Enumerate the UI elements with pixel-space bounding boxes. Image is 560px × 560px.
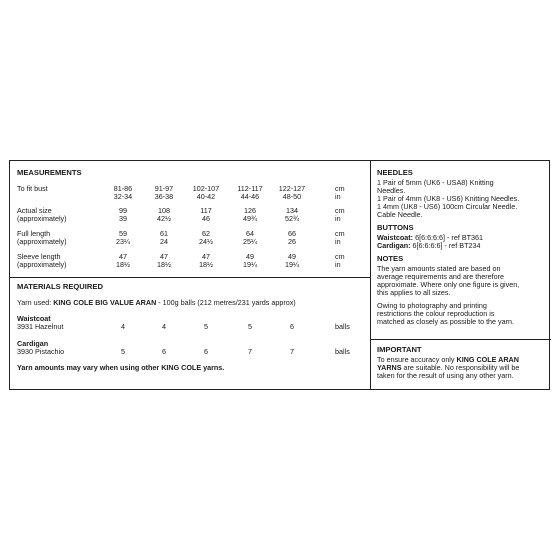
measurement-value: 25¼ <box>243 237 257 246</box>
measurements-heading: MEASUREMENTS <box>17 168 82 177</box>
yarn-note: Yarn amounts may vary when using other KING COLE yarns. <box>17 363 225 372</box>
material-item-name: Waistcoat <box>17 314 51 323</box>
notes-heading: NOTES <box>377 254 404 263</box>
notes-line: approximate. Where only one figure is given, <box>377 280 520 289</box>
notes-line: matched as closely as possible to the yarn. <box>377 317 515 326</box>
measurement-value: 19¼ <box>285 260 299 269</box>
measurement-unit: in <box>335 260 341 269</box>
material-unit: balls <box>335 322 350 331</box>
measurement-value: 64 <box>246 229 254 238</box>
measurement-value: 44-46 <box>240 192 260 201</box>
measurement-label: Actual size <box>17 206 52 215</box>
buttons-item-detail: 6[6:6:6:6] - ref BT361 <box>413 233 483 242</box>
measurement-value: 19¼ <box>243 260 257 269</box>
measurement-value: 47 <box>202 252 210 261</box>
measurement-label: Sleeve length <box>17 252 61 261</box>
buttons-item-name: Cardigan: <box>377 241 411 250</box>
measurement-unit: in <box>335 214 341 223</box>
material-balls-value: 6 <box>290 322 294 331</box>
measurement-value: 52¾ <box>285 214 299 223</box>
buttons-line <box>377 242 480 250</box>
material-balls-value: 5 <box>248 322 252 331</box>
measurement-value: 61 <box>160 229 168 238</box>
measurement-sublabel: (approximately) <box>17 260 67 269</box>
measurement-value: 49 <box>246 252 254 261</box>
measurement-value: 59 <box>119 229 127 238</box>
pattern-info-table <box>9 160 550 390</box>
measurement-value: 99 <box>119 206 127 215</box>
needles-line: 1 4mm (UK8 - US6) 100cm Circular Needle. <box>377 202 518 211</box>
material-balls-value: 4 <box>121 322 125 331</box>
measurement-value: 42½ <box>157 214 171 223</box>
yarn-used-line <box>17 299 296 307</box>
measurement-value: 47 <box>119 252 127 261</box>
material-balls-value: 5 <box>121 347 125 356</box>
notes-line: Owing to photography and printing <box>377 301 487 310</box>
measurement-value: 47 <box>160 252 168 261</box>
measurement-value: 18½ <box>199 260 213 269</box>
measurement-value: 62 <box>202 229 210 238</box>
measurement-value: 32-34 <box>113 192 133 201</box>
material-item-name: Cardigan <box>17 339 49 348</box>
measurement-value: 102-107 <box>192 184 220 193</box>
material-balls-value: 7 <box>290 347 294 356</box>
measurement-sublabel: (approximately) <box>17 237 67 246</box>
measurement-value: 23¼ <box>116 237 130 246</box>
measurement-unit: cm <box>335 184 345 193</box>
measurement-value: 66 <box>288 229 296 238</box>
material-balls-value: 4 <box>162 322 166 331</box>
measurement-unit: cm <box>335 206 345 215</box>
column-divider <box>370 161 371 389</box>
buttons-item-detail: 6[6:6:6:6] - ref BT234 <box>410 241 481 250</box>
measurement-label: Full length <box>17 229 51 238</box>
material-item-shade: 3930 Pistachio <box>17 347 65 356</box>
yarn-suffix: - 100g balls (212 metres/231 yards approx) <box>156 298 296 307</box>
important-text: To ensure accuracy only <box>377 355 457 364</box>
measurement-value: 46 <box>202 214 210 223</box>
measurement-value: 112-117 <box>237 184 263 193</box>
measurement-value: 24 <box>160 237 168 246</box>
buttons-heading: BUTTONS <box>377 223 414 232</box>
measurement-value: 48-50 <box>282 192 302 201</box>
material-balls-value: 5 <box>204 322 208 331</box>
measurement-label: To fit bust <box>17 184 48 193</box>
measurement-unit: cm <box>335 252 345 261</box>
yarn-name: KING COLE BIG VALUE ARAN <box>53 298 157 307</box>
needles-line: 1 Pair of 4mm (UK8 - US6) Knitting Needles. <box>377 194 520 203</box>
important-yarn-name: KING COLE ARAN <box>456 355 519 364</box>
yarn-prefix: Yarn used: <box>17 298 54 307</box>
measurement-value: 24½ <box>199 237 213 246</box>
needles-line: 1 Pair of 5mm (UK6 - USA8) Knitting <box>377 178 494 187</box>
measurement-value: 117 <box>200 206 212 215</box>
needles-line: Needles. <box>377 186 406 195</box>
measurement-unit: in <box>335 192 341 201</box>
material-balls-value: 6 <box>204 347 208 356</box>
notes-important-divider <box>371 339 551 340</box>
measurement-value: 40-42 <box>196 192 216 201</box>
measurement-value: 26 <box>288 237 296 246</box>
measurement-value: 122-127 <box>278 184 306 193</box>
needles-line: Cable Needle. <box>377 210 423 219</box>
measurement-value: 18½ <box>157 260 171 269</box>
material-balls-value: 6 <box>162 347 166 356</box>
important-line: taken for the result of using any other yarn. <box>377 371 514 380</box>
measurement-value: 39 <box>119 214 127 223</box>
notes-line: The yarn amounts stated are based on <box>377 264 501 273</box>
notes-line: average requirements and are therefore <box>377 272 505 281</box>
section-divider <box>10 277 370 278</box>
measurement-value: 126 <box>244 206 256 215</box>
notes-line: this applies to all sizes. <box>377 288 451 297</box>
measurement-value: 134 <box>286 206 298 215</box>
measurement-value: 49 <box>288 252 296 261</box>
measurement-value: 18½ <box>116 260 130 269</box>
material-balls-value: 7 <box>248 347 252 356</box>
notes-line: restrictions the colour reproduction is <box>377 309 495 318</box>
buttons-item-name: Waistcoat: <box>377 233 414 242</box>
measurement-unit: cm <box>335 229 345 238</box>
measurement-value: 36-38 <box>154 192 174 201</box>
measurement-unit: in <box>335 237 341 246</box>
important-text: are suitable. No responsibility will be <box>401 363 520 372</box>
needles-heading: NEEDLES <box>377 168 413 177</box>
measurement-value: 108 <box>158 206 170 215</box>
measurement-value: 81-86 <box>113 184 133 193</box>
measurement-value: 91-97 <box>154 184 174 193</box>
measurement-value: 49¾ <box>243 214 257 223</box>
material-unit: balls <box>335 347 350 356</box>
important-yarn-name: YARNS <box>377 363 402 372</box>
measurement-sublabel: (approximately) <box>17 214 67 223</box>
material-item-shade: 3931 Hazelnut <box>17 322 64 331</box>
materials-heading: MATERIALS REQUIRED <box>17 282 103 291</box>
important-heading: IMPORTANT <box>377 345 422 354</box>
